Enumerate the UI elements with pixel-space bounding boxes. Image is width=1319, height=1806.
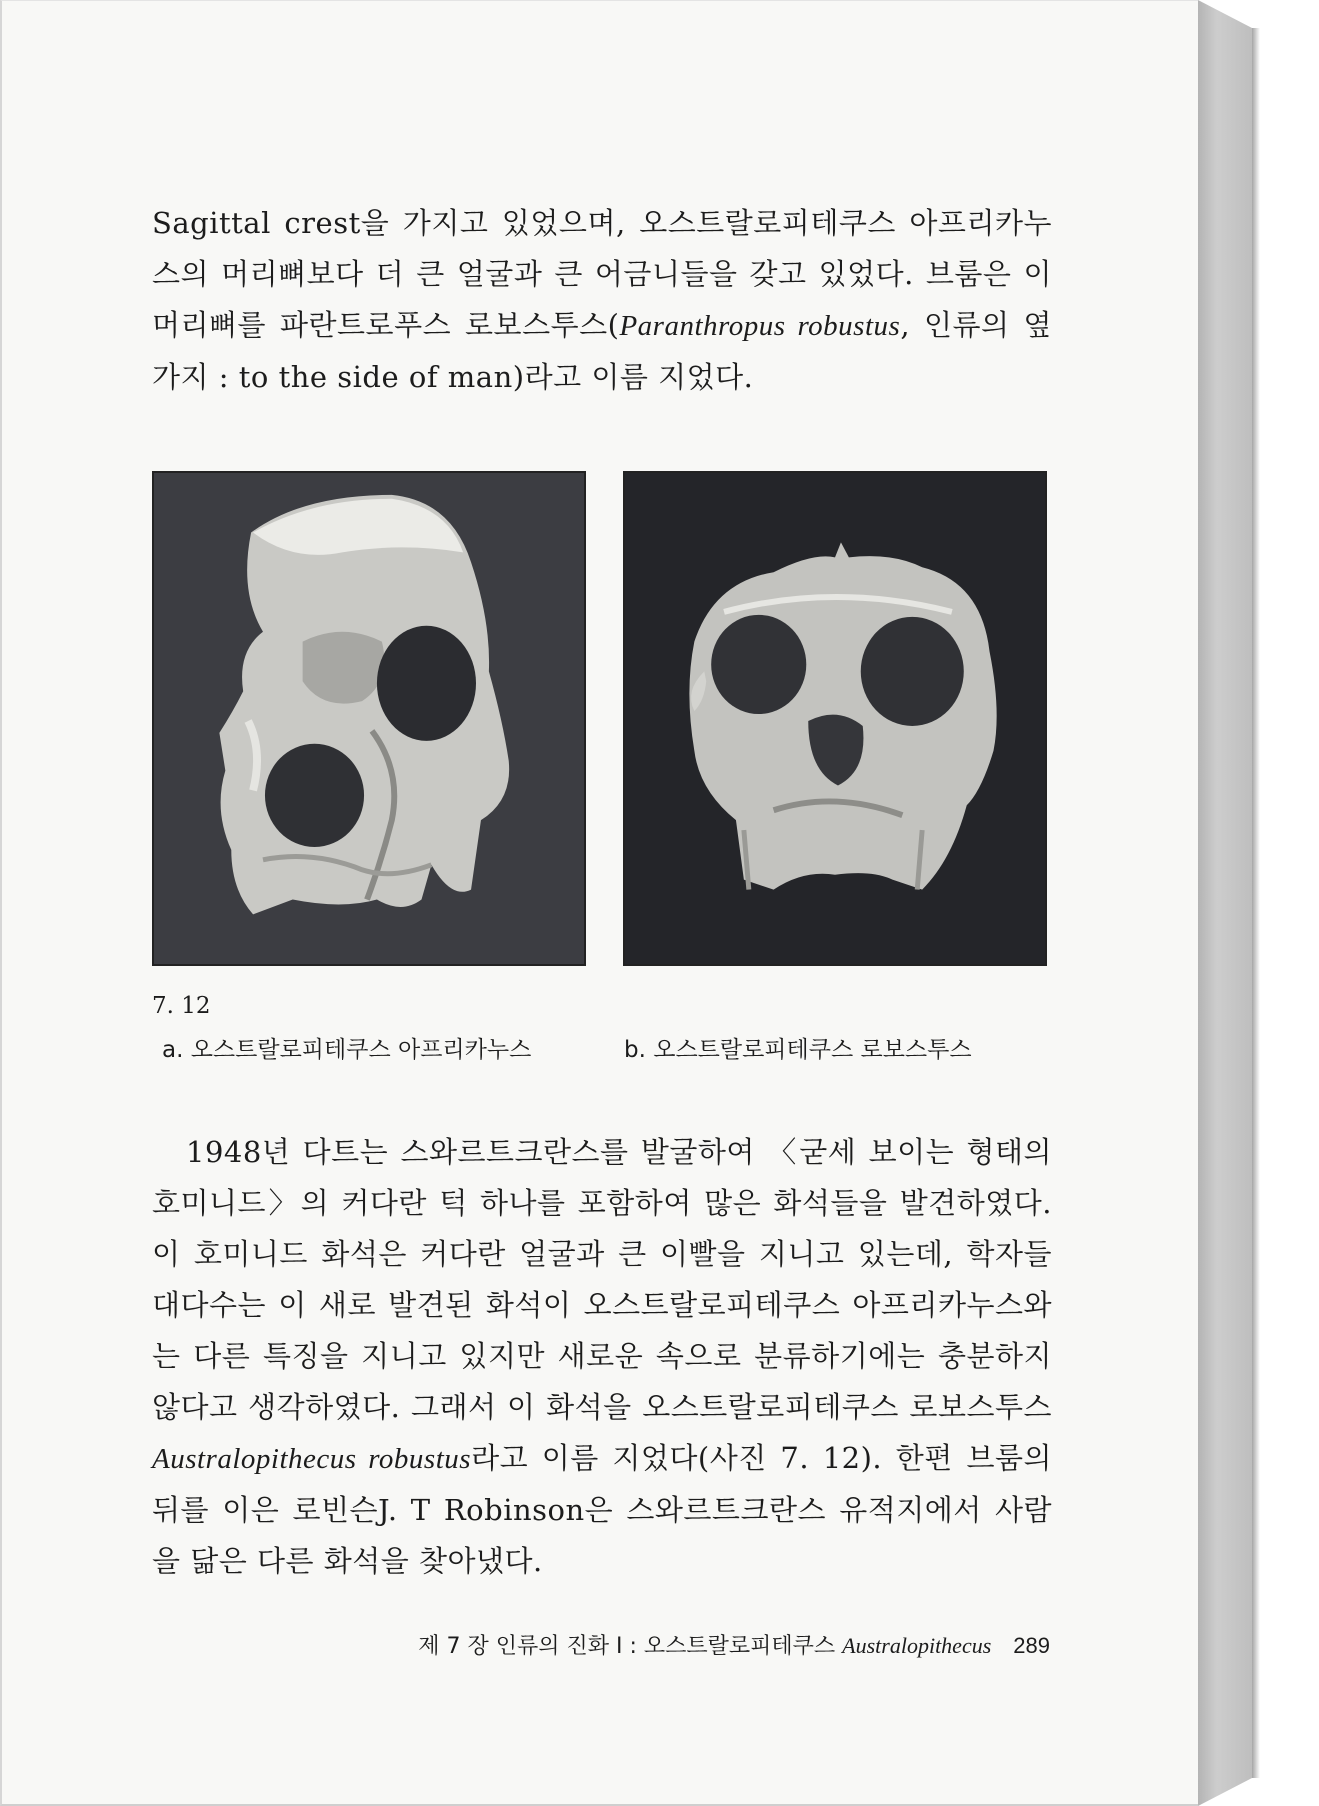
caption-a: a. 오스트랄로피테쿠스 아프리카누스 (162, 1037, 532, 1063)
skull-photo-africanus (152, 471, 586, 966)
book-shadow (1252, 28, 1260, 1778)
skull-photo-robustus (623, 471, 1047, 966)
body-paragraph-1 (152, 198, 1052, 403)
footer-chapter-title: 제 7 장 인류의 진화 Ⅰ : 오스트랄로피테쿠스 (418, 1634, 843, 1659)
body-paragraph-2 (152, 1127, 1052, 1587)
para1-text-2: , 인류의 옆가지 : to the side of man)라고 이름 지었다. (152, 308, 1052, 394)
para2-text-1: 1948년 다트는 스와르트크란스를 발굴하여 〈굳세 보이는 형태의 호미니드〉의 커다란 턱 하나를 포함하여 많은 화석들을 발견하였다. 이 호미니드 화석은 커다란 얼굴과 큰 이빨을 지니고 있는데, 학자들 대다수는 이 새로 발견된 화석이 오스트랄로피테쿠스 아프리카누스와는 다른 특징을 지니고 있지만 새로운 속으로 분류하기에는 충분하지 않다고 생각하였다. 그래서 이 화석을 오스트랄로피테쿠스 로보스투스 (152, 1135, 1052, 1424)
skull-front-view-image (625, 473, 1045, 964)
figure-number: 7. 12 (152, 993, 211, 1019)
para1-text-1: Sagittal crest을 가지고 있었으며, 오스트랄로피테쿠스 아프리카누스의 머리뼈보다 더 큰 얼굴과 큰 어금니들을 갖고 있었다. 브룸은 이 머리뼈를 파란트로푸스 로보스투스( (152, 206, 1052, 342)
page-number: 289 (1013, 1633, 1050, 1658)
book-spine-edge (1198, 0, 1252, 1806)
caption-b: b. 오스트랄로피테쿠스 로보스투스 (624, 1037, 972, 1063)
para2-text-2: 라고 이름 지었다(사진 7. 12). 한편 브룸의 뒤를 이은 로빈슨J. T Robinson은 스와르트크란스 유적지에서 사람을 닮은 다른 화석을 찾아냈다. (152, 1441, 1052, 1578)
running-footer (302, 1629, 1050, 1660)
skull-side-view-image (154, 473, 584, 964)
para1-italic-term: Paranthropus robustus (619, 310, 901, 342)
para2-italic-term: Australopithecus robustus (152, 1443, 472, 1475)
footer-chapter-title-en: Australopithecus (842, 1633, 992, 1658)
